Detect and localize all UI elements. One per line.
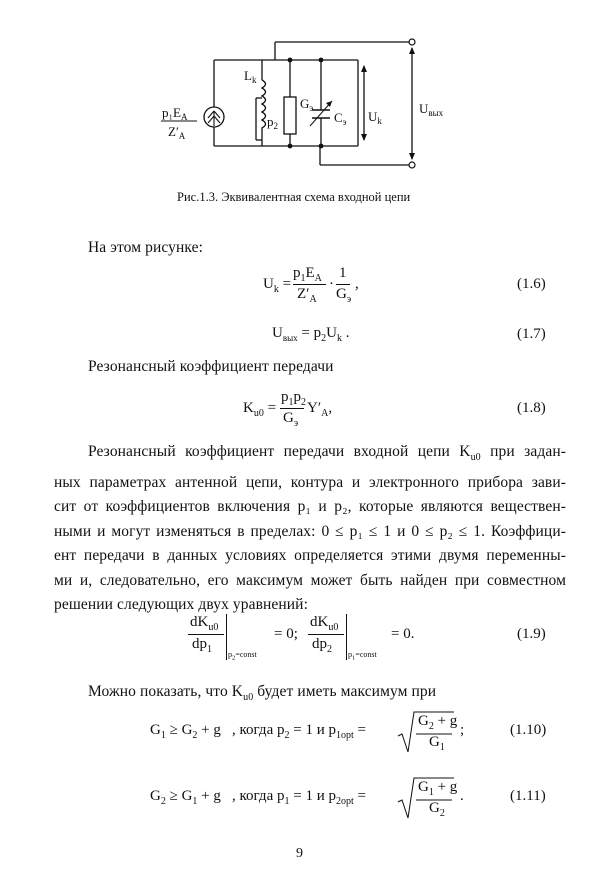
equation-1-7: $U_{вых} = p_2U_k$ . [272, 325, 350, 344]
current-source-icon [204, 107, 224, 127]
paragraph-line-6: ми и, следовательно, его максимум может быть найден при совместном [54, 571, 566, 589]
eq19-sep: = 0; [274, 626, 298, 642]
uk-label: $U_k$ [368, 109, 382, 126]
paragraph-line-2: ных параметрах антенной цепи, контура и электронного прибора зави- [54, 473, 566, 491]
ge-label: $G_э$ [300, 96, 314, 113]
source-numerator: $p_1E_A$ [162, 105, 188, 122]
equation-1-6: $U_k$ = $p_1E_A$ $Z'_A$ · 1 $G_э$ , [263, 265, 359, 305]
eq-number-1-6: (1.6) [517, 276, 546, 292]
figure-caption: Рис.1.3. Эквивалентная схема входной цепи [177, 190, 411, 204]
equation-1-9: $dK_{u0}$ $dp_1$ $p_2=const$ = 0; $dK_{u0}$ $dp_2$ $p_1=const$ = 0. [190, 614, 415, 662]
page-number: 9 [296, 846, 303, 861]
paragraph-line-7: решении следующих двух уравнений: [54, 596, 308, 614]
eq19-end: = 0. [391, 626, 415, 642]
max-text: Можно показать, что $K_{u0}$ будет иметь максимум при [88, 683, 437, 704]
eq-number-1-8: (1.8) [517, 400, 546, 416]
max-text-a: Можно показать, что K [88, 683, 244, 700]
paragraph-line-5: ент передачи в данных условиях определяется этими двумя переменны- [54, 547, 566, 565]
resistor-icon [284, 97, 296, 134]
paragraph: Резонансный коэффициент передачи входной цепи $K_{u0}$ при задан- ных параметрах антенной цепи, контура и электронного прибора зави- сит от коэффициентов включения p₁ и p₂, которые являются веществен- ными и могут изменяться в пределах: 0 ≤ p₁ ≤ 1 и 0 ≤ p₂ ≤ 1. Коэффици- ент передачи в данных условиях определяется этими двумя переменны- ми и, следовательно, его максимум может быть найден при совместном решении следующих двух уравнений: [54, 440, 566, 618]
lk-label: $L_k$ [244, 68, 257, 85]
paragraph-line-1-tail: при задан- [490, 443, 566, 460]
equation-1-8: $K_{u0}$ = $p_1p_2$ $G_э$ $Y'_A$, [243, 389, 333, 429]
p2-label: $p_2$ [267, 114, 278, 131]
inductor-coil-icon [256, 80, 266, 140]
eq-number-1-10: (1.10) [510, 722, 547, 738]
paragraph-line-4: ными и могут изменяться в пределах: 0 ≤ p₁ ≤ 1 и 0 ≤ p₂ ≤ 1. Коэффици- [54, 522, 566, 540]
eq-number-1-9: (1.9) [517, 626, 546, 642]
paragraph-line-3: сит от коэффициентов включения p₁ и p₂, которые являются веществен- [54, 498, 566, 516]
source-denominator: $Z'_A$ [168, 124, 186, 141]
uout-label: $U_{вых}$ [419, 101, 444, 118]
equation-1-10: $G_1 \ge G_2 + g$ , когда $p_2 = 1$ и $p_{1opt}$ = $G_2 + g$ $G_1$ ; [150, 706, 470, 760]
voltage-arrows [361, 47, 415, 160]
max-text-b: будет иметь максимум при [257, 683, 437, 700]
eq-number-1-7: (1.7) [517, 326, 546, 342]
ce-label: $C_э$ [334, 110, 347, 127]
intro-text: На этом рисунке: [88, 239, 204, 256]
equivalent-circuit-diagram [0, 0, 600, 190]
equation-1-11: $G_2 \ge G_1 + g$ , когда $p_1 = 1$ и $p_{2opt}$ = $G_1 + g$ $G_2$ . [150, 772, 470, 826]
eq-number-1-11: (1.11) [510, 788, 546, 804]
resonance-label: Резонансный коэффициент передачи [88, 358, 334, 375]
paragraph-line-1: Резонансный коэффициент передачи входной цепи K [88, 443, 471, 460]
